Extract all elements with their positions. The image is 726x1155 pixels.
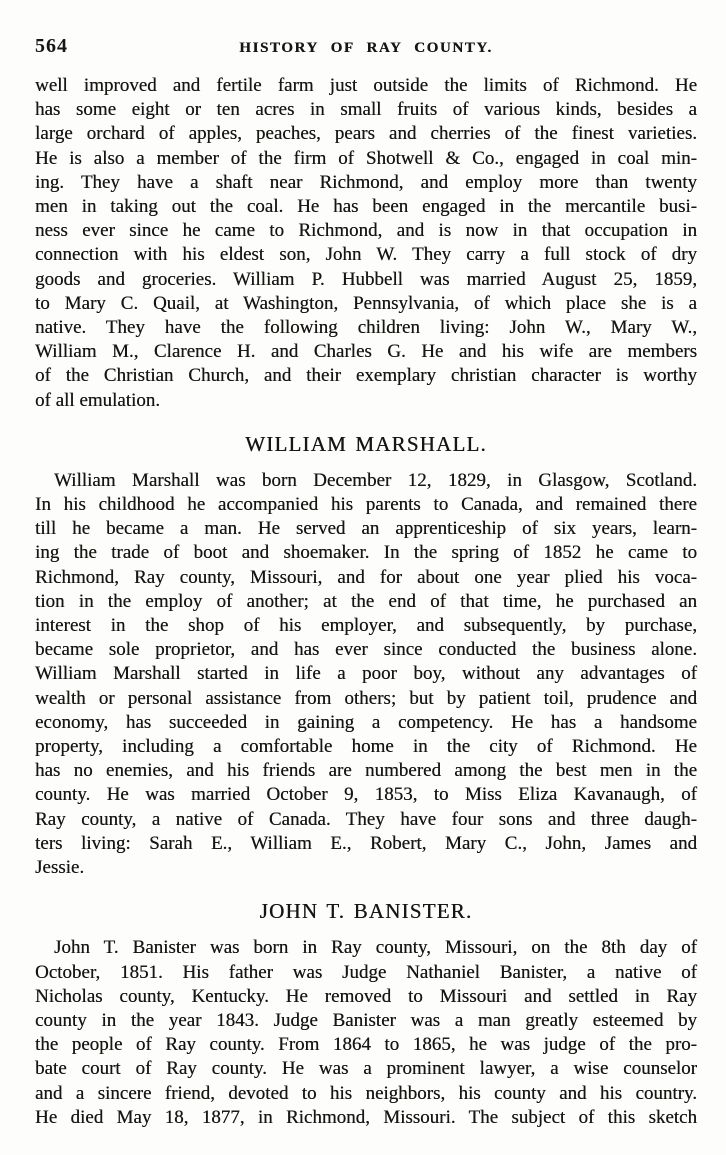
section-heading: WILLIAM MARSHALL. [245,431,487,456]
page-body [35,74,697,1130]
text-line: of all emulation. [35,389,161,411]
text-line: Richmond, Ray county, Missouri, and for about one year plied his voca- [35,566,697,588]
text-line: William Marshall was born December 12, 1829, in Glasgow, Scotland. [54,469,697,491]
text-line: William Marshall started in life a poor boy, without any advantages of [35,663,697,685]
text-line: ing. They have a shaft near Richmond, and employ more than twenty [35,171,697,193]
text-line: ters living: Sarah E., William E., Robert, Mary C., John, James and [35,832,697,854]
text-line: He died May 18, 1877, in Richmond, Missouri. The subject of this sketch [35,1106,697,1128]
text-line: county. He was married October 9, 1853, to Miss Eliza Kavanaugh, of [35,784,697,806]
text-line: Jessie. [35,857,85,879]
text-line: men in taking out the coal. He has been engaged in the mercantile busi- [35,196,697,218]
text-line: He is also a member of the firm of Shotwell & Co., engaged in coal min- [35,147,697,169]
paragraph [35,469,697,880]
paragraph [35,936,697,1130]
running-title: HISTORY OF RAY COUNTY. [239,40,493,56]
text-line: native. They have the following children living: John W., Mary W., [35,317,697,339]
text-line: goods and groceries. William P. Hubbell was married August 25, 1859, [35,268,697,290]
text-line: of the Christian Church, and their exemplary christian character is worthy [35,365,697,387]
text-line: In his childhood he accompanied his parents to Canada, and remained there [35,494,697,516]
text-line: connection with his eldest son, John W. They carry a full stock of dry [35,244,697,266]
text-line: till he became a man. He served an apprenticeship of six years, learn- [35,518,697,540]
page-number: 564 [35,35,68,57]
text-line: bate court of Ray county. He was a prominent lawyer, a wise counselor [35,1058,697,1080]
text-line: Ray county, a native of Canada. They have four sons and three daugh- [35,808,697,830]
text-line: ness ever since he came to Richmond, and is now in that occupation in [35,220,697,242]
text-line: interest in the shop of his employer, and subsequently, by purchase, [35,615,697,637]
text-line: well improved and fertile farm just outside the limits of Richmond. He [35,75,697,96]
text-line: to Mary C. Quail, at Washington, Pennsylvania, of which place she is a [35,292,697,314]
text-line: John T. Banister was born in Ray county, Missouri, on the 8th day of [54,937,697,959]
paragraph [35,74,697,413]
section-heading: JOHN T. BANISTER. [259,899,473,924]
text-line: tion in the employ of another; at the end of that time, he purchased an [35,590,697,612]
text-line: ing the trade of boot and shoemaker. In the spring of 1852 he came to [35,542,697,564]
text-line: large orchard of apples, peaches, pears and cherries of the finest varieties. [35,123,697,145]
text-line: Nicholas county, Kentucky. He removed to Missouri and settled in Ray [35,985,697,1007]
page-header [35,35,697,58]
text-line: the people of Ray county. From 1864 to 1865, he was judge of the pro- [35,1034,697,1056]
text-line: William M., Clarence H. and Charles G. He and his wife are members [35,341,697,363]
text-line: county in the year 1843. Judge Banister was a man greatly esteemed by [35,1009,697,1031]
text-line: has some eight or ten acres in small fruits of various kinds, besides a [35,99,697,121]
text-line: wealth or personal assistance from others; but by patient toil, prudence and [35,687,697,709]
text-line: and a sincere friend, devoted to his neighbors, his county and his country. [35,1082,697,1104]
text-line: property, including a comfortable home in the city of Richmond. He [35,736,697,758]
text-line: became sole proprietor, and has ever since conducted the business alone. [35,639,697,661]
text-line: has no enemies, and his friends are numbered among the best men in the [35,760,697,782]
text-line: economy, has succeeded in gaining a competency. He has a handsome [35,711,697,733]
text-line: October, 1851. His father was Judge Nathaniel Banister, a native of [35,961,697,983]
